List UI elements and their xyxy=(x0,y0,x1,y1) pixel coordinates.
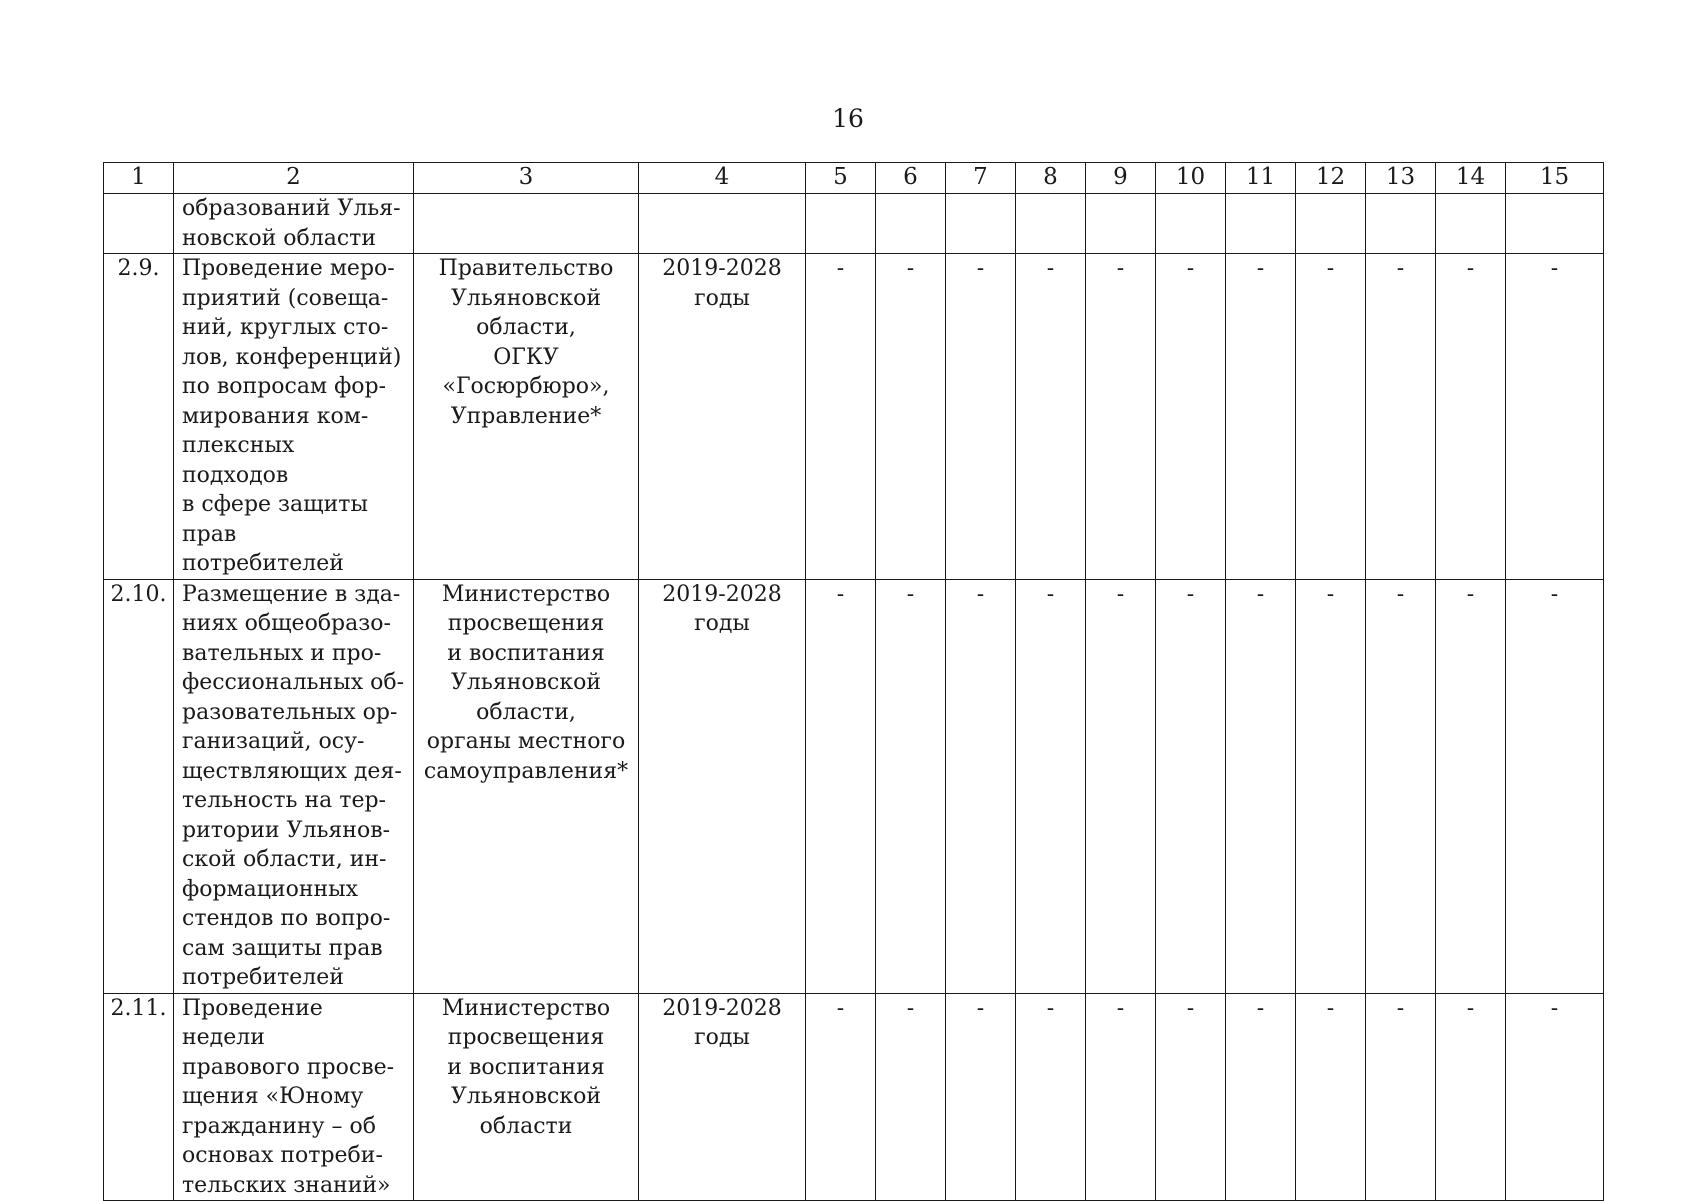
responsible-cell-line: и воспитания xyxy=(447,640,605,666)
period-cell-line: годы xyxy=(694,285,750,311)
value-cell: - xyxy=(1436,993,1506,1201)
value-cell: - xyxy=(946,254,1016,580)
description-cell-line: ритории Ульянов- xyxy=(182,817,391,843)
value-cell: - xyxy=(1086,993,1156,1201)
value-cell: - xyxy=(1086,579,1156,993)
description-cell-line: новской области xyxy=(182,225,377,251)
column-header: 11 xyxy=(1226,163,1296,194)
empty-cell xyxy=(1366,194,1436,254)
column-header: 10 xyxy=(1156,163,1226,194)
period-cell xyxy=(639,579,806,993)
description-cell xyxy=(174,993,414,1201)
value-cell: - xyxy=(876,579,946,993)
column-header: 7 xyxy=(946,163,1016,194)
column-header: 3 xyxy=(414,163,639,194)
value-cell: - xyxy=(806,254,876,580)
column-header: 5 xyxy=(806,163,876,194)
description-cell-line: образований Улья- xyxy=(182,196,401,221)
value-cell: - xyxy=(1016,993,1086,1201)
value-cell: - xyxy=(1156,579,1226,993)
description-cell-line: гражданину – об xyxy=(182,1113,377,1139)
responsible-cell-line: Ульяновской xyxy=(450,285,601,311)
description-cell-line: ской области, ин- xyxy=(182,847,387,872)
value-cell: - xyxy=(1156,993,1226,1201)
column-header: 4 xyxy=(639,163,806,194)
responsible-cell-line: Управление* xyxy=(450,403,602,429)
period-cell-line: годы xyxy=(694,611,750,636)
value-cell: - xyxy=(1506,993,1604,1201)
table-row xyxy=(104,254,1604,580)
description-cell-line: сам защиты прав xyxy=(182,935,383,961)
responsible-cell xyxy=(414,254,639,580)
responsible-cell-line: Ульяновской xyxy=(450,670,601,695)
empty-cell xyxy=(1506,194,1604,254)
description-cell-line: по вопросам фор- xyxy=(182,374,387,399)
column-header: 2 xyxy=(174,163,414,194)
description-cell-line: основах потреби- xyxy=(182,1143,383,1168)
description-cell-line: правового просве- xyxy=(182,1054,395,1080)
value-cell: - xyxy=(1436,579,1506,993)
responsible-cell-line: Ульяновской xyxy=(450,1084,601,1109)
period-cell-line: годы xyxy=(694,1025,750,1050)
column-header: 12 xyxy=(1296,163,1366,194)
description-cell-line: формационных xyxy=(182,876,359,902)
empty-cell xyxy=(946,194,1016,254)
page-number: 16 xyxy=(832,104,864,133)
value-cell: - xyxy=(1156,254,1226,580)
row-number-cell xyxy=(104,194,174,254)
description-cell-line: тельность на тер- xyxy=(182,788,386,813)
description-cell-line: лов, конференций) xyxy=(182,344,402,370)
description-cell-line: щения «Юному xyxy=(182,1084,364,1109)
program-table xyxy=(103,162,1604,1201)
table-row-continuation xyxy=(104,194,1604,254)
value-cell: - xyxy=(1226,993,1296,1201)
column-header: 6 xyxy=(876,163,946,194)
description-cell-line: мирования ком- xyxy=(182,403,369,429)
column-header: 15 xyxy=(1506,163,1604,194)
empty-cell xyxy=(1436,194,1506,254)
value-cell: - xyxy=(1016,579,1086,993)
responsible-cell-line: органы местного xyxy=(426,729,626,754)
row-number-cell: 2.11. xyxy=(104,993,174,1201)
value-cell: - xyxy=(1506,254,1604,580)
value-cell: - xyxy=(1296,993,1366,1201)
period-cell-line: 2019-2028 xyxy=(662,256,782,281)
empty-cell xyxy=(1296,194,1366,254)
value-cell: - xyxy=(1226,579,1296,993)
responsible-cell-line: просвещения xyxy=(447,611,605,636)
value-cell: - xyxy=(1086,254,1156,580)
description-cell-line: Проведение недели xyxy=(182,995,323,1050)
description-cell-line: фессиональных об- xyxy=(182,670,405,695)
column-header: 8 xyxy=(1016,163,1086,194)
description-cell xyxy=(174,579,414,993)
responsible-cell-line: области, xyxy=(476,699,576,725)
value-cell: - xyxy=(1366,254,1436,580)
empty-cell xyxy=(1226,194,1296,254)
responsible-cell-line: Министерство xyxy=(441,995,611,1021)
period-cell xyxy=(639,993,806,1201)
description-cell xyxy=(174,254,414,580)
value-cell: - xyxy=(1366,579,1436,993)
responsible-cell-line: самоуправления* xyxy=(423,758,629,784)
value-cell: - xyxy=(806,993,876,1201)
value-cell: - xyxy=(1366,993,1436,1201)
responsible-cell-line: области, xyxy=(476,315,576,340)
description-cell-line: Проведение меро- xyxy=(182,256,395,281)
value-cell: - xyxy=(946,993,1016,1201)
description-cell-line: ний, круглых сто- xyxy=(182,315,389,340)
empty-cell xyxy=(876,194,946,254)
description-cell xyxy=(174,194,414,254)
period-cell xyxy=(639,254,806,580)
period-cell-line: 2019-2028 xyxy=(662,581,782,607)
description-cell-line: ществляющих дея- xyxy=(182,758,402,784)
responsible-cell-line: Министерство xyxy=(441,581,611,607)
period-cell-line: 2019-2028 xyxy=(662,995,782,1021)
value-cell: - xyxy=(1436,254,1506,580)
description-cell-line: приятий (совеща- xyxy=(182,285,389,311)
table-row xyxy=(104,993,1604,1201)
value-cell: - xyxy=(946,579,1016,993)
responsible-cell xyxy=(414,579,639,993)
value-cell: - xyxy=(1506,579,1604,993)
responsible-cell-line: Правительство xyxy=(438,256,614,281)
description-cell-line: стендов по вопро- xyxy=(182,906,391,931)
responsible-cell-line: и воспитания xyxy=(447,1054,605,1080)
value-cell: - xyxy=(1296,254,1366,580)
description-cell-line: разовательных ор- xyxy=(182,699,398,725)
responsible-cell-line: ОГКУ xyxy=(493,344,559,370)
empty-cell xyxy=(1086,194,1156,254)
description-cell-line: вательных и про- xyxy=(182,640,382,666)
responsible-cell-line: области xyxy=(479,1113,573,1139)
value-cell: - xyxy=(1226,254,1296,580)
description-cell-line: ганизаций, осу- xyxy=(182,729,365,754)
value-cell: - xyxy=(876,993,946,1201)
empty-cell xyxy=(1016,194,1086,254)
value-cell: - xyxy=(1016,254,1086,580)
description-cell-line: Размещение в зда- xyxy=(182,581,401,607)
empty-cell xyxy=(639,194,806,254)
value-cell: - xyxy=(1296,579,1366,993)
empty-cell xyxy=(806,194,876,254)
empty-cell xyxy=(1156,194,1226,254)
description-cell-line: прав потребителей xyxy=(182,521,344,576)
table-row xyxy=(104,579,1604,993)
responsible-cell xyxy=(414,993,639,1201)
row-number-cell: 2.9. xyxy=(104,254,174,580)
value-cell: - xyxy=(806,579,876,993)
description-cell-line: тельских знаний» xyxy=(182,1172,391,1198)
description-cell-line: ниях общеобразо- xyxy=(182,611,391,636)
row-number-cell: 2.10. xyxy=(104,579,174,993)
responsible-cell-line: «Госюрбюро», xyxy=(442,374,610,399)
column-header: 13 xyxy=(1366,163,1436,194)
description-cell-line: плексных подходов xyxy=(182,433,295,488)
column-header: 1 xyxy=(104,163,174,194)
empty-cell xyxy=(414,194,639,254)
table-header-row xyxy=(104,163,1604,194)
description-cell-line: в сфере защиты xyxy=(182,492,368,517)
value-cell: - xyxy=(876,254,946,580)
responsible-cell-line: просвещения xyxy=(447,1025,605,1050)
column-header: 14 xyxy=(1436,163,1506,194)
description-cell-line: потребителей xyxy=(182,965,344,990)
column-header: 9 xyxy=(1086,163,1156,194)
